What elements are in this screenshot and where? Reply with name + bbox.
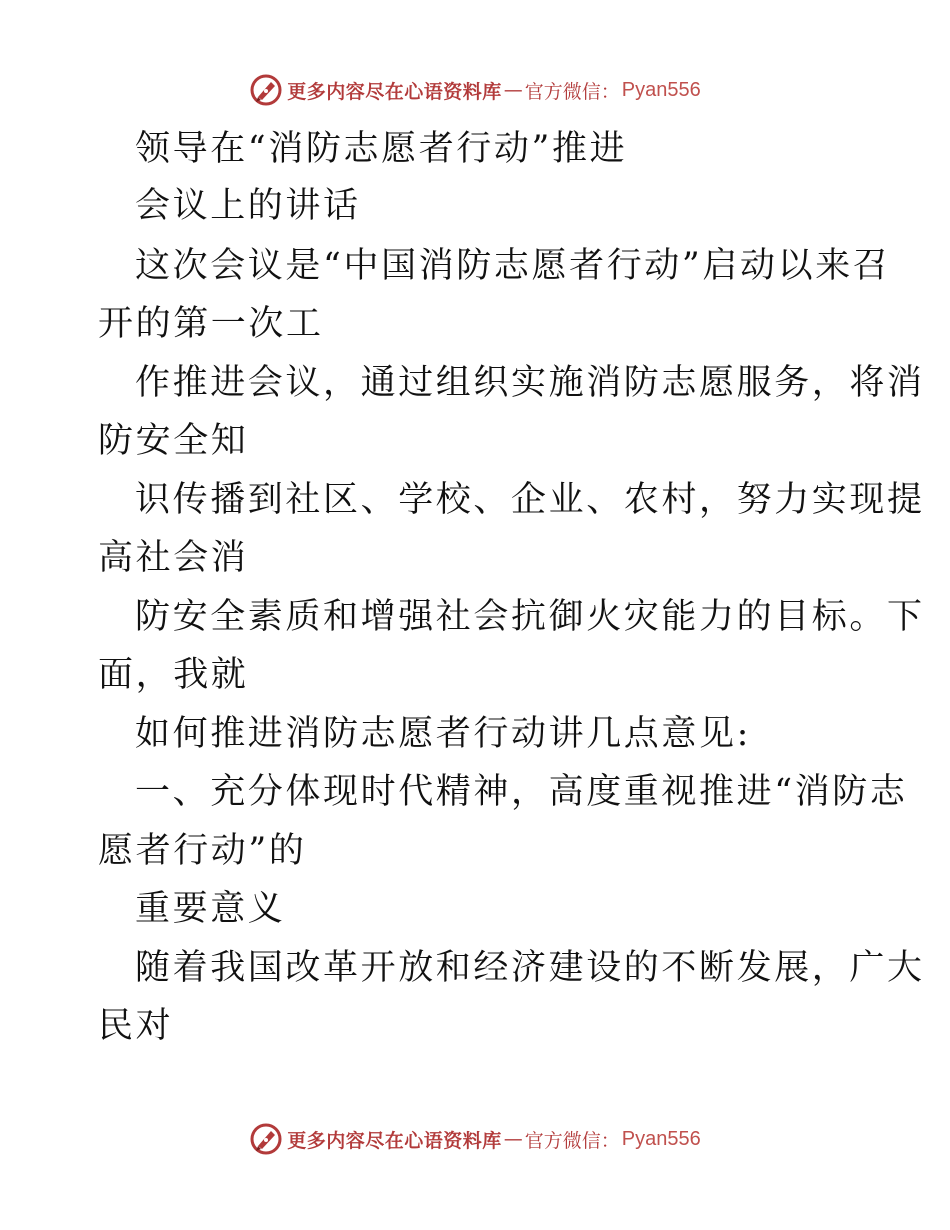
section-heading-line: 愿者行动”的 (98, 831, 307, 871)
paragraph-line: 高社会消 (98, 538, 249, 578)
doc-title-line-1: 领导在“消防志愿者行动”推进 (135, 129, 628, 169)
paragraph-line: 民对 (98, 1006, 174, 1046)
doc-title-line-2: 会议上的讲话 (135, 186, 361, 226)
pen-nib-logo-icon (249, 73, 283, 107)
banner-wechat-label: 官方微信： (524, 80, 620, 103)
paragraph-line: 随着我国改革开放和经济建设的不断发展，广大 (135, 948, 925, 988)
pen-nib-logo-icon (249, 1122, 283, 1156)
paragraph-line: 面，我就 (98, 655, 249, 695)
paragraph-line: 作推进会议，通过组织实施消防志愿服务，将消 (135, 363, 925, 403)
banner-title: 更多内容尽在心语资料库 (287, 1129, 502, 1152)
banner-dash: — (503, 79, 523, 101)
paragraph-line: 防安全知 (98, 421, 249, 461)
banner-wechat-account: Pyan556 (621, 78, 701, 101)
section-heading-line: 一、充分体现时代精神，高度重视推进“消防志 (135, 772, 908, 812)
paragraph-line: 这次会议是“中国消防志愿者行动”启动以来召 (135, 246, 891, 286)
banner-dash: — (503, 1128, 523, 1150)
banner-wechat-label: 官方微信： (524, 1129, 620, 1152)
banner-wechat-account: Pyan556 (621, 1127, 701, 1150)
paragraph-line: 如何推进消防志愿者行动讲几点意见: (135, 714, 751, 754)
banner-title: 更多内容尽在心语资料库 (287, 80, 502, 103)
paragraph-line: 识传播到社区、学校、企业、农村，努力实现提 (135, 480, 925, 520)
paragraph-line: 开的第一次工 (98, 304, 324, 344)
footer-banner (0, 1119, 950, 1159)
paragraph-line: 防安全素质和增强社会抗御火灾能力的目标。下 (135, 597, 925, 637)
header-banner (0, 70, 950, 110)
section-heading-line: 重要意义 (135, 889, 286, 929)
